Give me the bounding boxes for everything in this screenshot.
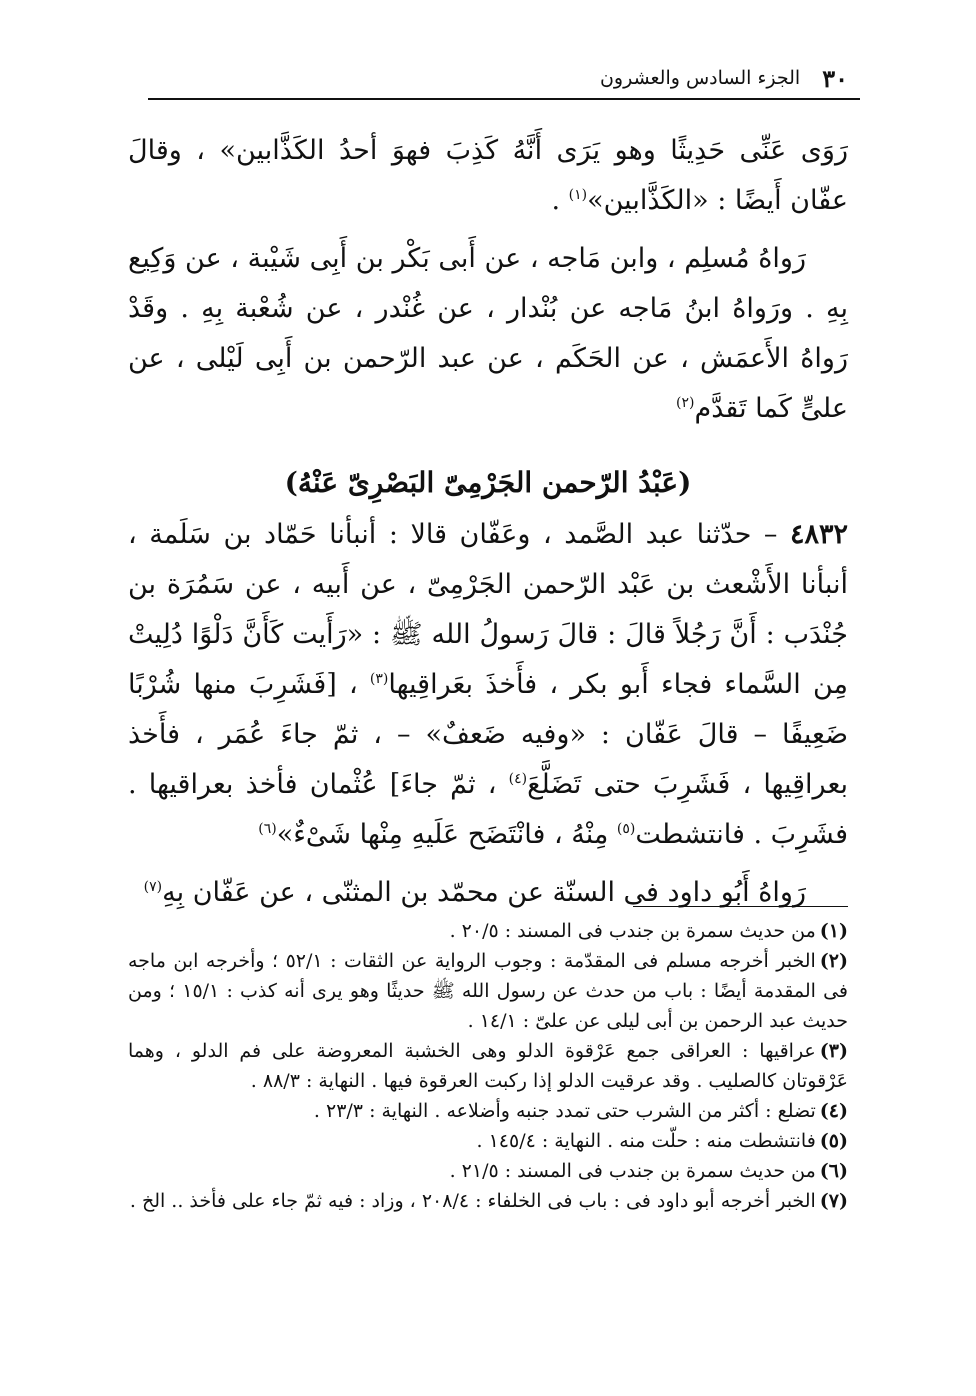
footnote-ref: (٧) xyxy=(143,879,163,895)
footnote-text: عراقيها : العراقى جمع عَرْقوة الدلو وهى الخشبة المعروضة على فم الدلو ، وهما عَرْقوتان كالصليب . وقد عرقيت الدلو إذا ركبت العرقوة فيها . النهاية : ٨٨/٣ . xyxy=(128,1040,848,1092)
section-heading: (عَبْدُ الرّحمن الجَرْمِىّ البَصْرِىّ عَنْهُ) xyxy=(284,466,692,499)
footnote-text: من حديث سمرة بن جندب فى المسند : ٢١/٥ . xyxy=(449,1160,816,1182)
paragraph-continuation xyxy=(128,126,848,226)
page-number: ٣٠ xyxy=(822,63,848,93)
footnote-key: (١) xyxy=(819,920,848,942)
running-title: الجزء السادس والعشرون xyxy=(599,67,801,89)
footnote-key: (٧) xyxy=(819,1190,848,1212)
footnote-rule xyxy=(633,906,848,907)
footnote-ref: (٣) xyxy=(369,671,389,687)
footnote-key: (٥) xyxy=(819,1130,848,1152)
footnote-key: (٤) xyxy=(819,1100,848,1122)
main-text xyxy=(128,126,848,918)
footnote xyxy=(128,1036,848,1096)
paragraph-end: . xyxy=(551,185,569,216)
hadith-text: ، [فَشَرِبَ منها شُرْبًا ضَعِيفًا – قالَ عَفّان : «وفيه ضَعفٌ» – ، ثمّ جاءَ عُمَر ، فأَخذ بعراقِيها ، فَشَرِبَ حتى تَضَلَّعَ xyxy=(128,669,848,800)
footnote-ref: (٦) xyxy=(258,821,277,837)
hadith-paragraph xyxy=(128,510,848,860)
running-header xyxy=(128,58,848,98)
footnote-text: من حديث سمرة بن جندب فى المسند : ٢٠/٥ . xyxy=(449,920,816,942)
footnote xyxy=(128,1156,848,1186)
footnote-ref: (٥) xyxy=(616,821,636,837)
footnote-ref: (٢) xyxy=(676,395,695,411)
footnote-text: الخبر أخرجه مسلم فى المقدّمة : وجوب الرواية عن الثقات : ٥٢/١ ؛ وأخرجه ابن ماجه فى المقدمة أيضًا : باب من حدث عن رسول الله ﷺ حديثًا وهو يرى أنه كذب : ١٥/١ ؛ ومن حديث عبد الرحمن بن أبى ليلى عن علىّ : ١٤/١ . xyxy=(128,950,849,1032)
hadith-text: مِنْهُ ، فانْتَضَح عَلَيهِ مِنْها شَىْءٌ» xyxy=(276,819,617,850)
paragraph-text: رَواهُ أَبُو داود فى السنّة عن محمّد بن المثنّى ، عن عَفّان بِهِ xyxy=(162,877,806,908)
footnote xyxy=(128,1186,848,1216)
footnote-ref: (٤) xyxy=(508,771,528,787)
header-rule xyxy=(148,98,860,100)
footnote-key: (٣) xyxy=(819,1040,848,1062)
hadith-text: – حدّثنا عبد الصَّمد ، وعَفّان قالا : أنبأنا حَمّاد بن سَلَمة ، أنبأنا الأَشْعث بن عَبْد الرّحمن الجَرْمِىّ ، عن أَبيه ، عن سَمُرَة بن جُنْدَب : أَنَّ رَجُلاً قالَ : قالَ رَسولُ الله ﷺ : «رَأَيت كَأَنَّ دَلْوًا دُلِيتْ مِن السَّماء فجاء أَبو بكر ، فأَخذَ بعَراقِيها xyxy=(128,519,848,700)
paragraph-text: رَوَى عَنِّى حَدِيثًا وهو يَرَى أَنَّهُ كَذِبَ فهوَ أحدُ الكَذَّابين» ، وقالَ عفّان أَيضًا : «الكَذَّابين» xyxy=(128,135,848,216)
footnote-key: (٢) xyxy=(819,950,848,972)
footnote xyxy=(128,1126,848,1156)
paragraph-narration xyxy=(128,868,848,918)
footnote-key: (٦) xyxy=(819,1160,848,1182)
footnote xyxy=(128,946,848,1036)
footnote-text: تضلع : أكثر من الشرب حتى تمدد جنبه وأضلاعه . النهاية : ٢٣/٣ . xyxy=(313,1100,816,1122)
paragraph-narration xyxy=(128,234,848,434)
footnotes xyxy=(128,916,848,1216)
paragraph-text: رَواهُ مُسلِم ، وابن مَاجه ، عن أَبى بَكْر بن أَبِى شَيْبة ، عن وَكِيع بِهِ . ورَواهُ ابنُ مَاجه عن بُنْدار ، عن غُنْدر ، عن شُعْبة بِهِ . وقَدْ رَواهُ الأَعمَش ، عن الحَكَم ، عن عبد الرّحمن بن أَبِى لَيْلى ، عن علىٍّ كَما تَقدَّم xyxy=(128,243,848,424)
hadith-text: ، ثمّ جاءَ] عُثْمان فأخذ بعراقيها . فشَرِبَ . فانتشطت xyxy=(128,769,848,850)
footnote xyxy=(128,916,848,946)
footnote xyxy=(128,1096,848,1126)
hadith-number: ٤٨٣٢ xyxy=(789,519,848,550)
footnote-ref: (١) xyxy=(568,187,588,203)
footnote-text: فانتشطت منه : حلّت منه . النهاية : ١٤٥/٤ . xyxy=(476,1130,816,1152)
footnote-text: الخبر أخرجه أبو داود فى : باب فى الخلفاء : ٢٠٨/٤ ، وزاد : فيه ثمّ جاء على فأخذ .. الخ . xyxy=(129,1190,816,1212)
